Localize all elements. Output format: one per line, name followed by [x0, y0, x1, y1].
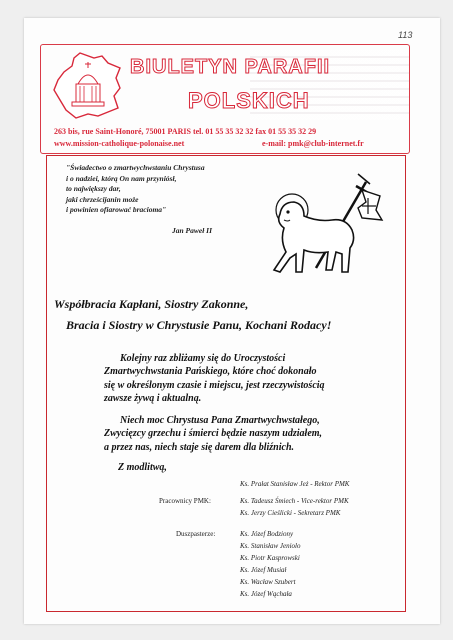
pastors-label: Duszpasterze: — [176, 530, 216, 538]
rector-signature: Ks. Prałat Stanisław Jeż - Rektor PMK — [240, 480, 350, 488]
quote-line: "Świadectwo o zmartwychwstaniu Chrystusa — [66, 163, 205, 172]
parish-website: www.mission-catholique-polonaise.net — [54, 139, 185, 148]
pastor-name: Ks. Józef Bodziony — [240, 530, 294, 538]
pope-quote — [66, 163, 266, 216]
page-number: 113 — [398, 30, 413, 40]
quote-author: Jan Paweł II — [172, 226, 213, 235]
quote-line: jaki chrześcijanin może — [66, 194, 139, 204]
pastor-name: Ks. Wacław Szubert — [240, 578, 296, 586]
closing-with-prayer: Z modlitwą, — [118, 462, 167, 473]
paragraph-easter — [104, 352, 325, 406]
paragraph-line: Kolejny raz zbliżamy się do Uroczystości — [120, 353, 286, 364]
france-map-church-logo — [50, 50, 126, 120]
paragraph-line: a przez nas, niech staje się darem dla bliźnich. — [104, 441, 295, 453]
quote-line: to największy dar, — [66, 184, 121, 193]
bulletin-title-line2: POLSKICH — [188, 88, 310, 113]
quote-line: i powinien ofiarować bracioma" — [66, 205, 167, 214]
staff-member: Ks. Jerzy Cieślicki - Sekretarz PMK — [240, 509, 341, 517]
bulletin-title-line1: BIULETYN PARAFII — [130, 56, 331, 78]
paschal-lamb-icon — [258, 168, 390, 286]
parish-address: 263 bis, rue Saint-Honoré, 75001 PARIS tel. 01 55 35 32 32 fax 01 55 35 32 29 — [54, 127, 317, 136]
pastor-name: Ks. Józef Musiał — [240, 566, 287, 574]
paragraph-line: Zwycięzcy grzechu i śmierci będzie naszym udziałem, — [104, 428, 323, 440]
pastor-name: Ks. Stanisław Jeniolo — [240, 542, 301, 550]
pastor-name: Ks. Józef Wąchała — [240, 590, 292, 598]
staff-label: Pracownicy PMK: — [159, 497, 211, 505]
paragraph-line: Zmartwychwstania Pańskiego, które choć dokonało — [104, 366, 317, 378]
greeting-line2: Bracia i Siostry w Chrystusie Panu, Kochani Rodacy! — [66, 318, 332, 332]
paragraph-blessing — [104, 414, 322, 454]
paragraph-line: zawsze żywą i aktualną. — [104, 393, 202, 405]
staff-member: Ks. Tadeusz Śmiech - Vice-rektor PMK — [240, 497, 349, 505]
quote-line: i o nadziei, którą On nam przyniósł, — [66, 173, 177, 183]
parish-email: e-mail: pmk@club-internet.fr — [262, 139, 364, 148]
pastor-name: Ks. Piotr Kasprowski — [240, 554, 300, 562]
paragraph-line: Niech moc Chrystusa Pana Zmartwychwstałego, — [120, 415, 320, 426]
greeting-line1: Współbracia Kapłani, Siostry Zakonne, — [54, 297, 249, 311]
paragraph-line: się w określonym czasie i miejscu, jest rzeczywistością — [104, 379, 325, 391]
